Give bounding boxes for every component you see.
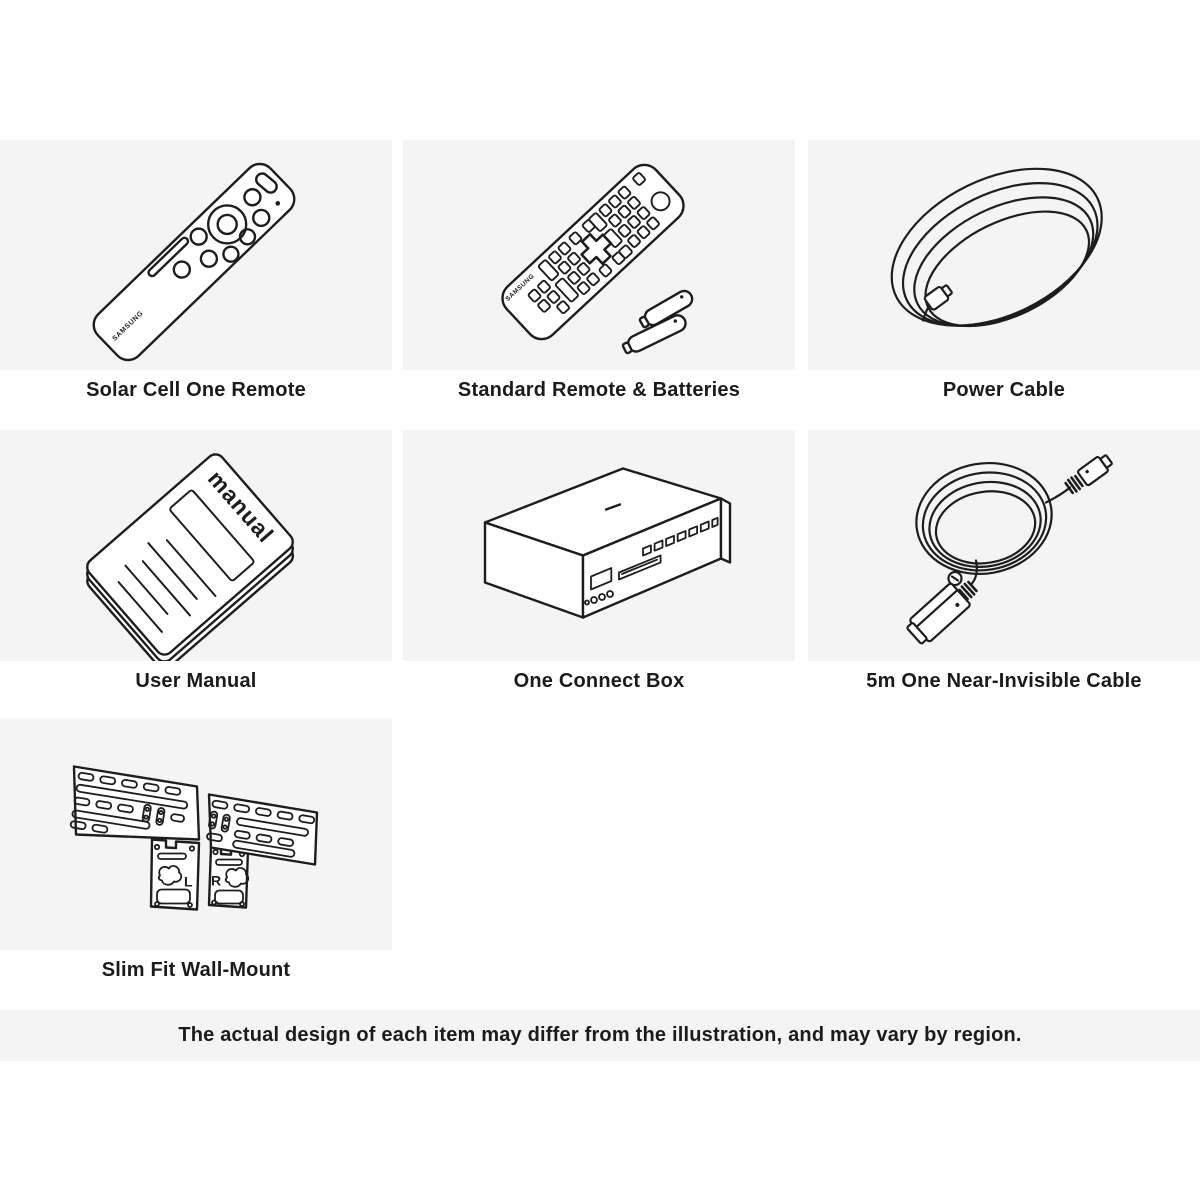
item-label: One Connect Box [513, 670, 685, 692]
cable-box-connector [904, 583, 971, 647]
wall-mount-right-marker: R [211, 872, 222, 889]
user-manual-illustration [0, 430, 392, 661]
tile-near-invisible-cable [808, 430, 1200, 661]
item-label: User Manual [135, 670, 257, 692]
standard-remote-batteries-illustration [403, 140, 795, 370]
item-label: Slim Fit Wall-Mount [101, 959, 291, 981]
wall-mount-left-marker: L [184, 873, 193, 890]
item-label: 5m One Near-Invisible Cable [866, 670, 1142, 692]
tile-solar-cell-one-remote [0, 140, 392, 370]
remote-brand-text: SAMSUNG [111, 309, 145, 343]
solar-cell-one-remote-illustration [0, 140, 392, 370]
tile-power-cable [808, 140, 1200, 370]
remote-brand-text: SAMSUNG [504, 272, 537, 303]
one-connect-box-illustration [403, 430, 795, 661]
item-label: Power Cable [942, 379, 1066, 401]
slim-fit-wall-mount-illustration [0, 719, 392, 950]
batteries [621, 288, 695, 356]
disclaimer-strip [0, 1010, 1200, 1061]
tile-one-connect-box [403, 430, 795, 661]
near-invisible-cable-illustration [808, 430, 1200, 661]
tile-slim-fit-wall-mount [0, 719, 392, 950]
disclaimer-text: The actual design of each item may differ from the illustration, and may vary by region. [178, 1024, 1022, 1046]
tile-standard-remote-batteries [403, 140, 795, 370]
item-label: Standard Remote & Batteries [457, 379, 741, 401]
cable-tv-connector [1077, 452, 1114, 486]
power-cable-illustration [808, 140, 1200, 370]
item-label: Solar Cell One Remote [86, 379, 306, 401]
tile-user-manual [0, 430, 392, 661]
manual-cover-text: manual [202, 465, 280, 548]
cable-strain-relief [1065, 475, 1083, 493]
